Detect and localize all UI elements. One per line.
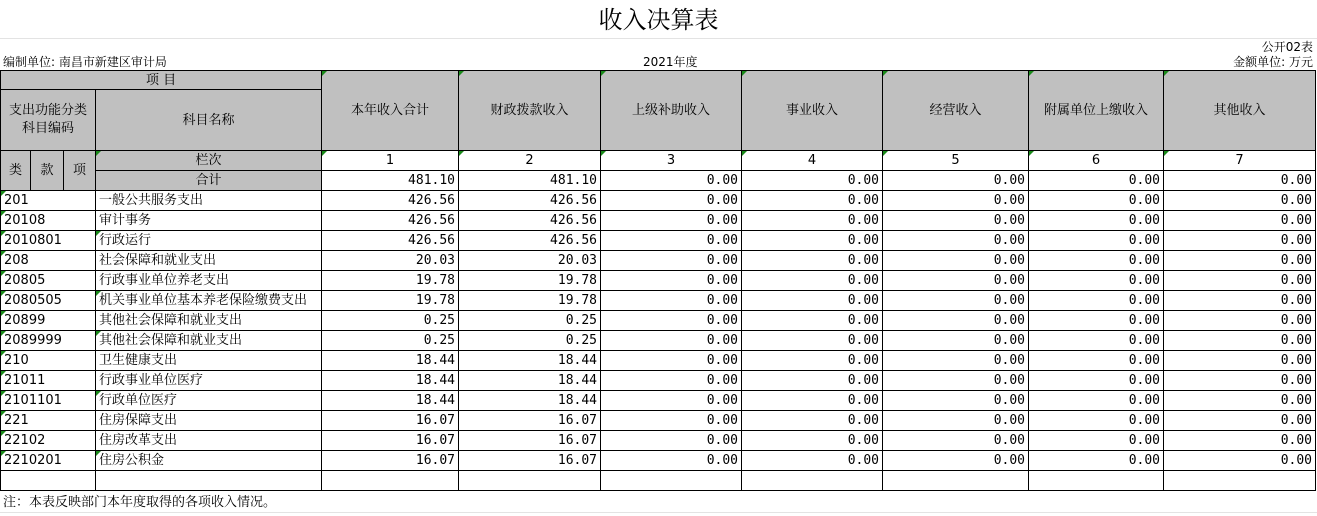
empty-cell[interactable] bbox=[1029, 471, 1164, 491]
row-value-1[interactable]: 426.56 bbox=[322, 231, 459, 251]
row-subject-name[interactable]: 住房公积金 bbox=[96, 451, 322, 471]
row-value-3[interactable]: 0.00 bbox=[601, 291, 742, 311]
row-value-5[interactable]: 0.00 bbox=[883, 251, 1029, 271]
row-value-3[interactable]: 0.00 bbox=[601, 351, 742, 371]
empty-cell[interactable] bbox=[1164, 471, 1316, 491]
empty-cell[interactable] bbox=[96, 471, 322, 491]
row-value-5[interactable]: 0.00 bbox=[883, 391, 1029, 411]
row-value-3[interactable]: 0.00 bbox=[601, 391, 742, 411]
empty-cell[interactable] bbox=[459, 471, 601, 491]
row-value-2[interactable]: 426.56 bbox=[459, 211, 601, 231]
col-number-3[interactable]: 3 bbox=[601, 151, 742, 171]
table-row bbox=[1, 331, 1316, 351]
row-value-4[interactable]: 0.00 bbox=[742, 191, 883, 211]
row-value-3[interactable]: 0.00 bbox=[601, 191, 742, 211]
table-row bbox=[1, 371, 1316, 391]
row-value-4[interactable]: 0.00 bbox=[742, 291, 883, 311]
row-value-4[interactable]: 0.00 bbox=[742, 451, 883, 471]
row-value-7[interactable]: 0.00 bbox=[1164, 271, 1316, 291]
col-header-6[interactable]: 附属单位上缴收入 bbox=[1029, 71, 1164, 151]
row-value-2[interactable]: 18.44 bbox=[459, 371, 601, 391]
row-subject-name[interactable]: 机关事业单位基本养老保险缴费支出 bbox=[96, 291, 322, 311]
empty-cell[interactable] bbox=[883, 471, 1029, 491]
row-value-6[interactable]: 0.00 bbox=[1029, 291, 1164, 311]
row-value-5[interactable]: 0.00 bbox=[883, 291, 1029, 311]
empty-cell[interactable] bbox=[322, 471, 459, 491]
row-value-2[interactable]: 16.07 bbox=[459, 451, 601, 471]
row-value-6[interactable]: 0.00 bbox=[1029, 391, 1164, 411]
row-subject-name[interactable]: 一般公共服务支出 bbox=[96, 191, 322, 211]
row-code[interactable]: 20805 bbox=[1, 271, 96, 291]
subject-group-header: 项 目 bbox=[1, 71, 322, 90]
row-value-4[interactable]: 0.00 bbox=[742, 211, 883, 231]
row-subject-name[interactable]: 行政事业单位医疗 bbox=[96, 371, 322, 391]
row-value-1[interactable]: 20.03 bbox=[322, 251, 459, 271]
grid-line bbox=[0, 38, 1317, 55]
report-year: 2021年度 bbox=[643, 55, 698, 69]
row-value-6[interactable]: 0.00 bbox=[1029, 411, 1164, 431]
row-value-3[interactable]: 0.00 bbox=[601, 211, 742, 231]
code-group-header: 支出功能分类科目编码 bbox=[1, 90, 96, 151]
row-value-2[interactable]: 16.07 bbox=[459, 431, 601, 451]
total-value-7[interactable]: 0.00 bbox=[1164, 171, 1316, 191]
row-value-6[interactable]: 0.00 bbox=[1029, 311, 1164, 331]
row-value-2[interactable]: 19.78 bbox=[459, 291, 601, 311]
row-value-4[interactable]: 0.00 bbox=[742, 311, 883, 331]
form-number: 公开02表 bbox=[1261, 40, 1313, 54]
table-row bbox=[1, 431, 1316, 451]
table-row bbox=[1, 391, 1316, 411]
row-subject-name[interactable]: 住房保障支出 bbox=[96, 411, 322, 431]
row-value-6[interactable]: 0.00 bbox=[1029, 271, 1164, 291]
row-value-4[interactable]: 0.00 bbox=[742, 431, 883, 451]
col-header-5[interactable]: 经营收入 bbox=[883, 71, 1029, 151]
row-code[interactable]: 2080505 bbox=[1, 291, 96, 311]
row-value-4[interactable]: 0.00 bbox=[742, 371, 883, 391]
total-value-6[interactable]: 0.00 bbox=[1029, 171, 1164, 191]
row-value-3[interactable]: 0.00 bbox=[601, 371, 742, 391]
row-value-3[interactable]: 0.00 bbox=[601, 271, 742, 291]
row-value-7[interactable]: 0.00 bbox=[1164, 331, 1316, 351]
compiling-unit: 编制单位: 南昌市新建区审计局 bbox=[3, 55, 167, 69]
empty-cell[interactable] bbox=[1, 471, 96, 491]
row-code[interactable]: 2089999 bbox=[1, 331, 96, 351]
row-value-7[interactable]: 0.00 bbox=[1164, 371, 1316, 391]
row-value-2[interactable]: 426.56 bbox=[459, 231, 601, 251]
row-value-7[interactable]: 0.00 bbox=[1164, 211, 1316, 231]
table-row bbox=[1, 211, 1316, 231]
table-note: 注：本表反映部门本年度取得的各项收入情况。 bbox=[3, 495, 277, 510]
col-number-5[interactable]: 5 bbox=[883, 151, 1029, 171]
row-value-2[interactable]: 0.25 bbox=[459, 311, 601, 331]
row-value-6[interactable]: 0.00 bbox=[1029, 191, 1164, 211]
row-value-3[interactable]: 0.00 bbox=[601, 451, 742, 471]
lei-header: 类 bbox=[1, 151, 31, 191]
row-value-4[interactable]: 0.00 bbox=[742, 331, 883, 351]
row-value-2[interactable]: 16.07 bbox=[459, 411, 601, 431]
total-value-5[interactable]: 0.00 bbox=[883, 171, 1029, 191]
total-value-1[interactable]: 481.10 bbox=[322, 171, 459, 191]
row-value-7[interactable]: 0.00 bbox=[1164, 311, 1316, 331]
row-value-4[interactable]: 0.00 bbox=[742, 411, 883, 431]
row-value-5[interactable]: 0.00 bbox=[883, 331, 1029, 351]
col-header-2[interactable]: 财政拨款收入 bbox=[459, 71, 601, 151]
row-value-3[interactable]: 0.00 bbox=[601, 311, 742, 331]
row-subject-name[interactable]: 其他社会保障和就业支出 bbox=[96, 311, 322, 331]
row-value-1[interactable]: 18.44 bbox=[322, 371, 459, 391]
total-label: 合计 bbox=[96, 171, 322, 191]
row-value-2[interactable]: 20.03 bbox=[459, 251, 601, 271]
row-code[interactable]: 210 bbox=[1, 351, 96, 371]
row-value-2[interactable]: 18.44 bbox=[459, 351, 601, 371]
row-value-7[interactable]: 0.00 bbox=[1164, 431, 1316, 451]
row-value-5[interactable]: 0.00 bbox=[883, 271, 1029, 291]
row-subject-name[interactable]: 行政运行 bbox=[96, 231, 322, 251]
row-value-5[interactable]: 0.00 bbox=[883, 411, 1029, 431]
row-code[interactable]: 201 bbox=[1, 191, 96, 211]
subject-name-header: 科目名称 bbox=[96, 90, 322, 151]
col-number-6[interactable]: 6 bbox=[1029, 151, 1164, 171]
grid-line bbox=[0, 512, 1317, 513]
row-value-5[interactable]: 0.00 bbox=[883, 371, 1029, 391]
row-value-1[interactable]: 16.07 bbox=[322, 431, 459, 451]
row-value-4[interactable]: 0.00 bbox=[742, 391, 883, 411]
table-row bbox=[1, 251, 1316, 271]
row-code[interactable]: 2101101 bbox=[1, 391, 96, 411]
col-header-4[interactable]: 事业收入 bbox=[742, 71, 883, 151]
col-header-1[interactable]: 本年收入合计 bbox=[322, 71, 459, 151]
row-value-6[interactable]: 0.00 bbox=[1029, 331, 1164, 351]
row-value-4[interactable]: 0.00 bbox=[742, 251, 883, 271]
row-value-5[interactable]: 0.00 bbox=[883, 311, 1029, 331]
total-value-3[interactable]: 0.00 bbox=[601, 171, 742, 191]
row-value-2[interactable]: 19.78 bbox=[459, 271, 601, 291]
row-subject-name[interactable]: 社会保障和就业支出 bbox=[96, 251, 322, 271]
total-value-2[interactable]: 481.10 bbox=[459, 171, 601, 191]
col-number-1[interactable]: 1 bbox=[322, 151, 459, 171]
row-code[interactable]: 21011 bbox=[1, 371, 96, 391]
row-code[interactable]: 20899 bbox=[1, 311, 96, 331]
row-code[interactable]: 221 bbox=[1, 411, 96, 431]
table-row bbox=[1, 231, 1316, 251]
row-value-4[interactable]: 0.00 bbox=[742, 351, 883, 371]
row-subject-name[interactable]: 审计事务 bbox=[96, 211, 322, 231]
row-value-6[interactable]: 0.00 bbox=[1029, 351, 1164, 371]
row-value-5[interactable]: 0.00 bbox=[883, 211, 1029, 231]
row-value-1[interactable]: 426.56 bbox=[322, 191, 459, 211]
row-code[interactable]: 2010801 bbox=[1, 231, 96, 251]
row-value-3[interactable]: 0.00 bbox=[601, 331, 742, 351]
row-value-7[interactable]: 0.00 bbox=[1164, 191, 1316, 211]
row-value-6[interactable]: 0.00 bbox=[1029, 451, 1164, 471]
row-subject-name[interactable]: 卫生健康支出 bbox=[96, 351, 322, 371]
row-value-6[interactable]: 0.00 bbox=[1029, 251, 1164, 271]
row-subject-name[interactable]: 其他社会保障和就业支出 bbox=[96, 331, 322, 351]
row-value-6[interactable]: 0.00 bbox=[1029, 431, 1164, 451]
row-value-2[interactable]: 0.25 bbox=[459, 331, 601, 351]
xiang-header: 项 bbox=[64, 151, 96, 191]
row-value-7[interactable]: 0.00 bbox=[1164, 411, 1316, 431]
row-value-5[interactable]: 0.00 bbox=[883, 191, 1029, 211]
row-value-1[interactable]: 16.07 bbox=[322, 451, 459, 471]
row-value-7[interactable]: 0.00 bbox=[1164, 351, 1316, 371]
table-row bbox=[1, 311, 1316, 331]
row-value-1[interactable]: 19.78 bbox=[322, 291, 459, 311]
total-value-4[interactable]: 0.00 bbox=[742, 171, 883, 191]
table-row bbox=[1, 351, 1316, 371]
table-row bbox=[1, 271, 1316, 291]
row-value-4[interactable]: 0.00 bbox=[742, 271, 883, 291]
row-value-7[interactable]: 0.00 bbox=[1164, 251, 1316, 271]
row-value-5[interactable]: 0.00 bbox=[883, 231, 1029, 251]
row-value-2[interactable]: 18.44 bbox=[459, 391, 601, 411]
table-row bbox=[1, 411, 1316, 431]
row-value-1[interactable]: 18.44 bbox=[322, 351, 459, 371]
row-value-7[interactable]: 0.00 bbox=[1164, 231, 1316, 251]
col-number-4[interactable]: 4 bbox=[742, 151, 883, 171]
empty-cell[interactable] bbox=[742, 471, 883, 491]
kuan-header: 款 bbox=[31, 151, 64, 191]
currency-unit: 金额单位: 万元 bbox=[1233, 55, 1313, 69]
row-value-1[interactable]: 19.78 bbox=[322, 271, 459, 291]
row-value-1[interactable]: 16.07 bbox=[322, 411, 459, 431]
table-row bbox=[1, 291, 1316, 311]
row-value-7[interactable]: 0.00 bbox=[1164, 391, 1316, 411]
lanci-header: 栏次 bbox=[96, 151, 322, 171]
row-code[interactable]: 20108 bbox=[1, 211, 96, 231]
row-subject-name[interactable]: 住房改革支出 bbox=[96, 431, 322, 451]
row-value-5[interactable]: 0.00 bbox=[883, 431, 1029, 451]
row-value-6[interactable]: 0.00 bbox=[1029, 371, 1164, 391]
col-header-7[interactable]: 其他收入 bbox=[1164, 71, 1316, 151]
row-value-3[interactable]: 0.00 bbox=[601, 251, 742, 271]
row-value-5[interactable]: 0.00 bbox=[883, 351, 1029, 371]
row-value-6[interactable]: 0.00 bbox=[1029, 211, 1164, 231]
row-code[interactable]: 208 bbox=[1, 251, 96, 271]
row-value-7[interactable]: 0.00 bbox=[1164, 451, 1316, 471]
table-row bbox=[1, 451, 1316, 471]
row-value-3[interactable]: 0.00 bbox=[601, 431, 742, 451]
row-code[interactable]: 22102 bbox=[1, 431, 96, 451]
col-number-7[interactable]: 7 bbox=[1164, 151, 1316, 171]
table-row bbox=[1, 191, 1316, 211]
row-value-5[interactable]: 0.00 bbox=[883, 451, 1029, 471]
row-value-3[interactable]: 0.00 bbox=[601, 231, 742, 251]
row-subject-name[interactable]: 行政事业单位养老支出 bbox=[96, 271, 322, 291]
income-table bbox=[0, 70, 1316, 491]
page-title: 收入决算表 bbox=[598, 6, 719, 34]
row-value-3[interactable]: 0.00 bbox=[601, 411, 742, 431]
row-code[interactable]: 2210201 bbox=[1, 451, 96, 471]
row-value-7[interactable]: 0.00 bbox=[1164, 291, 1316, 311]
empty-cell[interactable] bbox=[601, 471, 742, 491]
row-value-1[interactable]: 426.56 bbox=[322, 211, 459, 231]
row-value-6[interactable]: 0.00 bbox=[1029, 231, 1164, 251]
row-value-1[interactable]: 0.25 bbox=[322, 311, 459, 331]
col-header-3[interactable]: 上级补助收入 bbox=[601, 71, 742, 151]
empty-row bbox=[1, 471, 1316, 491]
row-value-4[interactable]: 0.00 bbox=[742, 231, 883, 251]
row-subject-name[interactable]: 行政单位医疗 bbox=[96, 391, 322, 411]
col-number-2[interactable]: 2 bbox=[459, 151, 601, 171]
row-value-1[interactable]: 18.44 bbox=[322, 391, 459, 411]
row-value-2[interactable]: 426.56 bbox=[459, 191, 601, 211]
row-value-1[interactable]: 0.25 bbox=[322, 331, 459, 351]
